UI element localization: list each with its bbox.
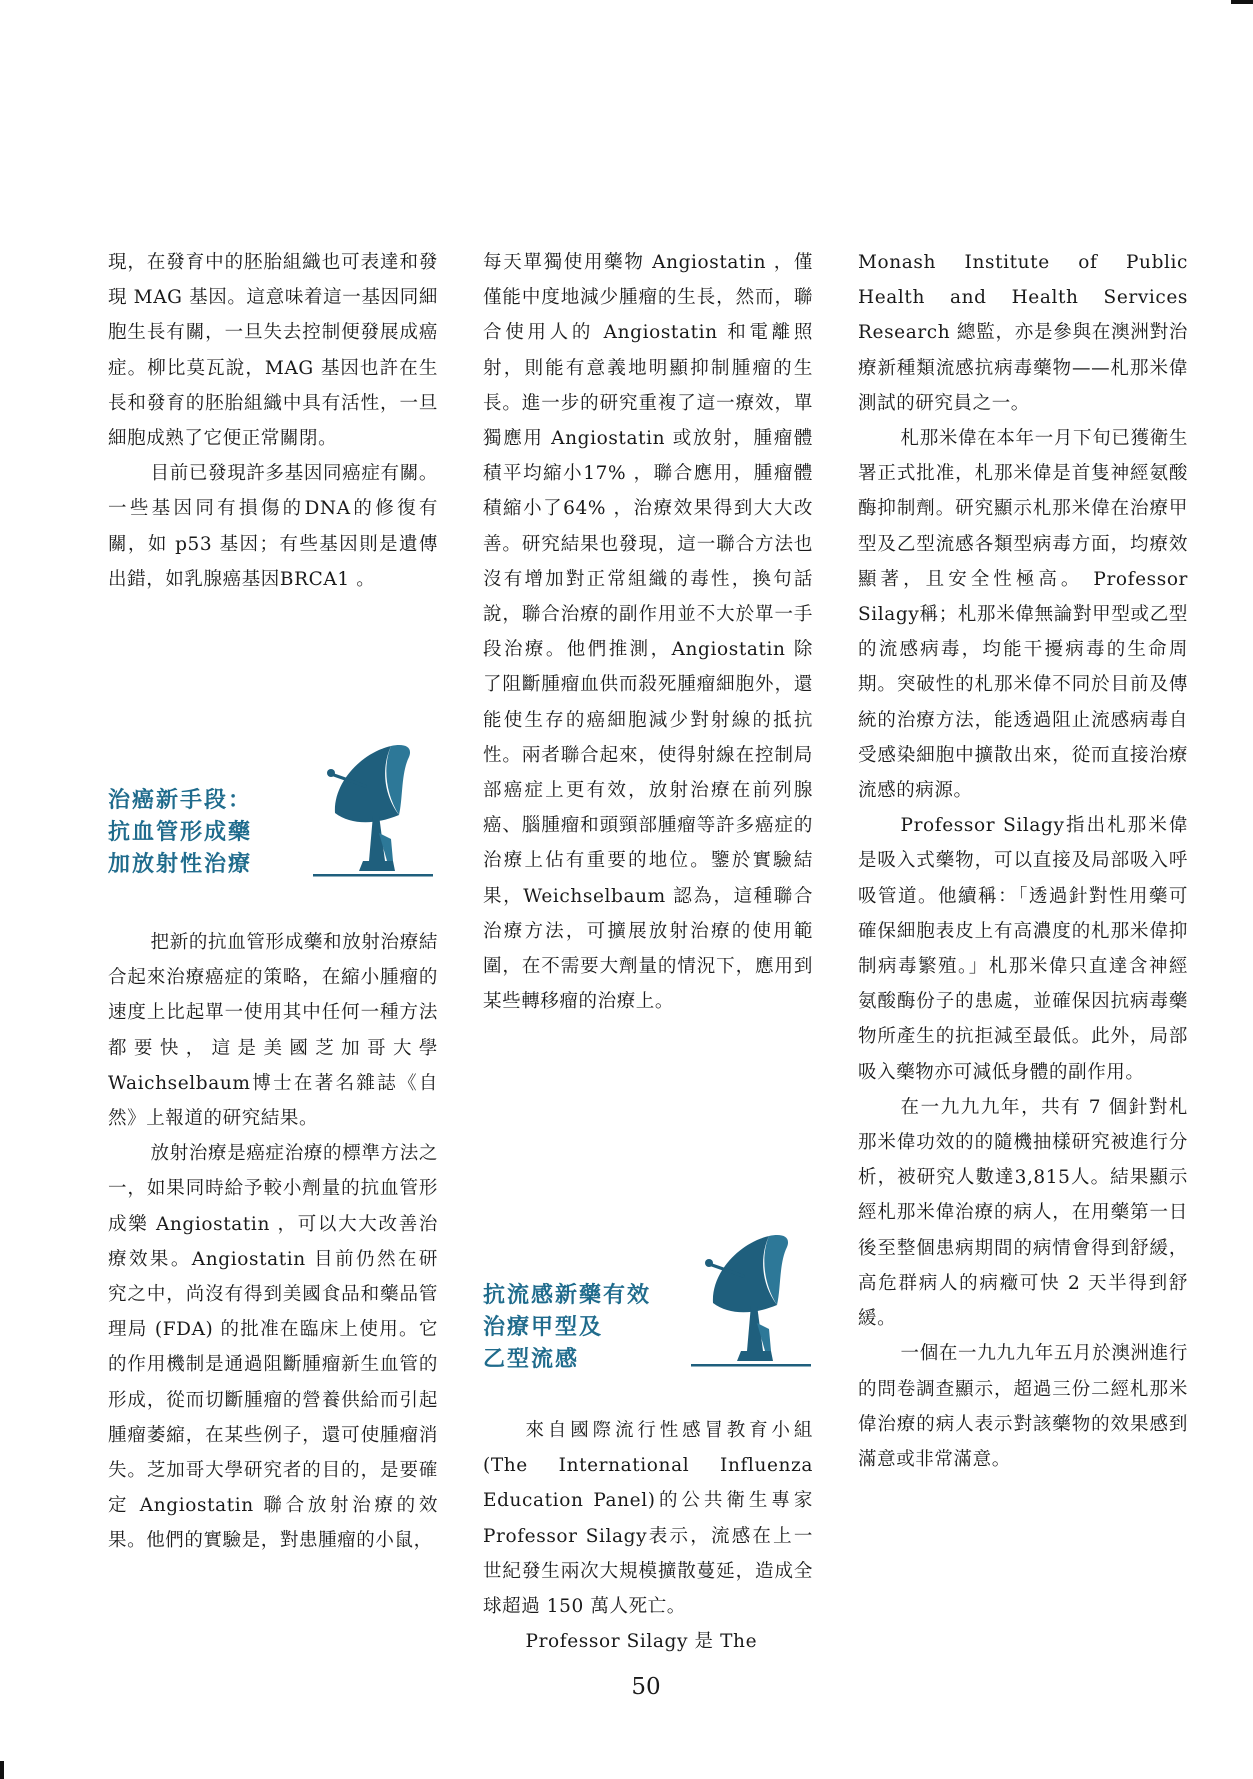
section-heading-influenza [483,1235,813,1372]
scan-mark [1231,0,1253,4]
satellite-dish-icon [691,1233,811,1368]
heading-line: 加放射性治療 [108,852,253,877]
column-1 [108,245,438,597]
paragraph: Monash Institute of Public Health and Health Services Research 總監，亦是參與在澳洲對治療新種類流感抗病毒藥物——札那米偉測試的研究員之一。 [858,252,1188,414]
section-heading-anti-angiogenesis [108,745,438,875]
paragraph: Professor Silagy 是 The [525,1631,758,1653]
column-1-continued [108,925,438,1559]
heading-line: 治癌新手段： [108,788,253,813]
paragraph: 放射治療是癌症治療的標準方法之一，如果同時給予較小劑量的抗血管形成樂 Angiostatin ，可以大大改善治療效果。Angiostatin 目前仍然在研究之中，尚沒有得到美國食品和藥品管理局 (FDA) 的批准在臨床上使用。它的作用機制是通過阻斷腫瘤新生血管的形成，從而切斷腫瘤的營養供給而引起腫瘤萎縮，在某些例子，還可使腫瘤消失。芝加哥大學研究者的目的，是要確定 Angiostatin 聯合放射治療的效果。他們的實驗是，對患腫瘤的小鼠， [108,1143,438,1552]
paragraph: Professor Silagy指出札那米偉是吸入式藥物，可以直接及局部吸入呼吸管道。他續稱：「透過針對性用藥可確保細胞表皮上有高濃度的札那米偉抑制病毒繁殖。」札那米偉只直達含神經氨酸酶份子的患處，並確保因抗病毒藥物所產生的抗拒減至最低。此外，局部吸入藥物亦可減低身體的副作用。 [858,815,1188,1083]
page-number: 50 [631,1674,661,1700]
heading-line: 抗流感新藥有效 [483,1283,652,1308]
heading-line: 治療甲型及 [483,1315,604,1340]
heading-line: 抗血管形成藥 [108,820,253,845]
paragraph: 一個在一九九九年五月於澳洲進行的問卷調查顯示，超過三份二經札那米偉治療的病人表示對該藥物的效果感到滿意或非常滿意。 [858,1343,1188,1470]
column-2-continued [483,1413,813,1659]
paragraph: 每天單獨使用藥物 Angiostatin ，僅僅能中度地減少腫瘤的生長，然而，聯合使用人的 Angiostatin 和電離照射，則能有意義地明顯抑制腫瘤的生長。進一步的研究重複了這一療效，單獨應用 Angiostatin 或放射，腫瘤體積平均縮小17% ，聯合應用，腫瘤體積縮小了64% ，治療效果得到大大改善。研究結果也發現，這一聯合方法也沒有增加對正常組織的毒性，換句話說，聯合治療的副作用並不大於單一手段治療。他們推測，Angiostatin 除了阻斷腫瘤血供而殺死腫瘤細胞外，還能使生存的癌細胞減少對射線的抵抗性。兩者聯合起來，使得射線在控制局部癌症上更有效，放射治療在前列腺癌、腦腫瘤和頭頸部腫瘤等許多癌症的治療上佔有重要的地位。鑒於實驗結果，Weichselbaum 認為，這種聯合治療方法，可擴展放射治療的使用範圍，在不需要大劑量的情況下，應用到某些轉移瘤的治療上。 [483,252,813,1013]
section-heading-text [483,1280,651,1376]
satellite-dish-icon [313,743,433,878]
scan-mark [0,1761,4,1779]
paragraph: 在一九九九年，共有 7 個針對札那米偉功效的的隨機抽樣研究被進行分析，被研究人數達3,815人。結果顯示經札那米偉治療的病人，在用藥第一日後至整個患病期間的病情會得到舒緩，高危群病人的病癥可快 2 天半得到舒緩。 [858,1096,1188,1330]
column-3 [858,245,1188,1477]
paragraph: 來自國際流行性感冒教育小組(The International Influenza Education Panel)的公共衛生專家 Professor Silagy表示，流感在上一世紀發生兩次大規模擴散蔓延，造成全球超過 150 萬人死亡。 [483,1420,813,1618]
column-2 [483,245,813,1019]
paragraph: 目前已發現許多基因同癌症有關。一些基因同有損傷的DNA的修復有關，如 p53 基因；有些基因則是遺傳出錯，如乳腺癌基因BRCA1 。 [108,463,438,590]
section-heading-text [108,785,252,881]
paragraph: 札那米偉在本年一月下旬已獲衛生署正式批准，札那米偉是首隻神經氨酸酶抑制劑。研究顯示札那米偉在治療甲型及乙型流感各類型病毒方面，均療效顯著，且安全性極高。 Professor Silagy稱；札那米偉無論對甲型或乙型的流感病毒，均能干擾病毒的生命周期。突破性的札那米偉不同於目前及傳統的治療方法，能透過阻止流感病毒自受感染細胞中擴散出來，從而直接治療流感的病源。 [858,428,1188,802]
heading-line: 乙型流感 [483,1347,580,1372]
paragraph: 現，在發育中的胚胎組織也可表達和發現 MAG 基因。這意味着這一基因同細胞生長有關，一旦失去控制便發展成癌症。柳比莫瓦說，MAG 基因也許在生長和發育的胚胎組織中具有活性，一旦細胞成熟了它便正常關閉。 [108,252,438,450]
paragraph: 把新的抗血管形成藥和放射治療結合起來治療癌症的策略，在縮小腫瘤的速度上比起單一使用其中任何一種方法都要快，這是美國芝加哥大學Waichselbaum博士在著名雜誌《自然》上報道的研究結果。 [108,932,438,1130]
